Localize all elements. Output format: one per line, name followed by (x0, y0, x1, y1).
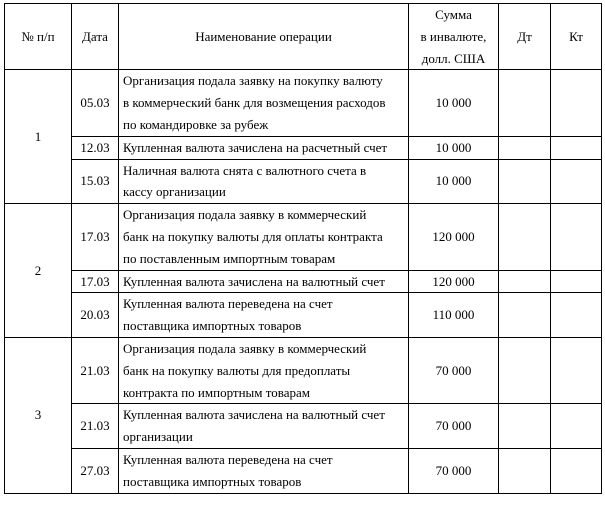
operation-line: кассу организации (123, 184, 226, 200)
row-date: 20.03 (72, 293, 119, 338)
row-credit (551, 159, 602, 204)
row-date: 17.03 (72, 270, 119, 293)
row-sum: 120 000 (409, 270, 499, 293)
operation-line: банк на покупку валюты для оплаты контракта (123, 228, 383, 244)
table-row (5, 70, 602, 136)
row-operation (119, 204, 409, 270)
header-debit: Дт (499, 4, 551, 70)
row-credit (551, 337, 602, 403)
row-debit (499, 159, 551, 204)
row-credit (551, 270, 602, 293)
row-date: 12.03 (72, 136, 119, 159)
row-date: 27.03 (72, 448, 119, 493)
header-date: Дата (72, 4, 119, 70)
operation-line: банк на покупку валюты для предоплаты (123, 362, 351, 378)
operation-line: Купленная валюта зачислена на валютный счет (123, 407, 385, 423)
row-sum: 70 000 (409, 448, 499, 493)
group-number: 2 (5, 204, 72, 338)
row-sum: 10 000 (409, 70, 499, 136)
operation-line: по поставленным импортным товарам (123, 250, 336, 266)
table-header-row (5, 4, 602, 70)
header-sum-line: в инвалюте, (420, 28, 487, 44)
row-credit (551, 293, 602, 338)
row-credit (551, 448, 602, 493)
row-sum: 10 000 (409, 159, 499, 204)
row-date: 21.03 (72, 337, 119, 403)
table-row (5, 270, 602, 293)
row-debit (499, 448, 551, 493)
header-sum (409, 4, 499, 70)
row-credit (551, 404, 602, 449)
row-debit (499, 270, 551, 293)
row-sum: 70 000 (409, 404, 499, 449)
operation-line: поставщика импортных товаров (123, 318, 302, 334)
operation-line: по командировке за рубеж (123, 116, 269, 132)
header-operation: Наименование операции (119, 4, 409, 70)
operation-line: Наличная валюта снята с валютного счета в (123, 162, 367, 178)
row-date: 15.03 (72, 159, 119, 204)
operation-line: контракта по импортным товарам (123, 384, 310, 400)
row-debit (499, 70, 551, 136)
row-date: 21.03 (72, 404, 119, 449)
row-credit (551, 136, 602, 159)
row-operation (119, 337, 409, 403)
group-number: 3 (5, 337, 72, 493)
row-operation (119, 404, 409, 449)
table-row (5, 136, 602, 159)
table-row (5, 337, 602, 403)
row-sum: 110 000 (409, 293, 499, 338)
operation-line: Купленная валюта переведена на счет (123, 451, 333, 467)
table-row (5, 404, 602, 449)
row-debit (499, 204, 551, 270)
header-sum-line: Сумма (435, 7, 472, 22)
operation-line: Купленная валюта зачислена на валютный счет (123, 273, 385, 289)
operation-line: в коммерческий банк для возмещения расходов (123, 95, 386, 111)
row-operation (119, 136, 409, 159)
row-operation (119, 448, 409, 493)
row-debit (499, 293, 551, 338)
group-number: 1 (5, 70, 72, 204)
row-debit (499, 404, 551, 449)
row-debit (499, 136, 551, 159)
row-sum: 70 000 (409, 337, 499, 403)
row-debit (499, 337, 551, 403)
operation-line: поставщика импортных товаров (123, 473, 302, 489)
table-row (5, 448, 602, 493)
header-credit: Кт (551, 4, 602, 70)
operation-line: Организация подала заявку на покупку валюту (123, 73, 383, 89)
row-operation (119, 270, 409, 293)
row-operation (119, 70, 409, 136)
table-row (5, 159, 602, 204)
header-sum-line: долл. США (421, 50, 486, 66)
operation-line: Организация подала заявку в коммерческий (123, 340, 367, 356)
operation-line: Купленная валюта переведена на счет (123, 296, 333, 312)
operation-line: организации (123, 429, 193, 445)
table-row (5, 204, 602, 270)
operation-line: Купленная валюта зачислена на расчетный счет (123, 139, 388, 155)
table-row (5, 293, 602, 338)
row-date: 17.03 (72, 204, 119, 270)
row-date: 05.03 (72, 70, 119, 136)
row-operation (119, 159, 409, 204)
operations-table (4, 3, 602, 494)
row-credit (551, 70, 602, 136)
row-sum: 120 000 (409, 204, 499, 270)
row-operation (119, 293, 409, 338)
header-num: № п/п (5, 4, 72, 70)
row-sum: 10 000 (409, 136, 499, 159)
row-credit (551, 204, 602, 270)
operation-line: Организация подала заявку в коммерческий (123, 207, 367, 223)
